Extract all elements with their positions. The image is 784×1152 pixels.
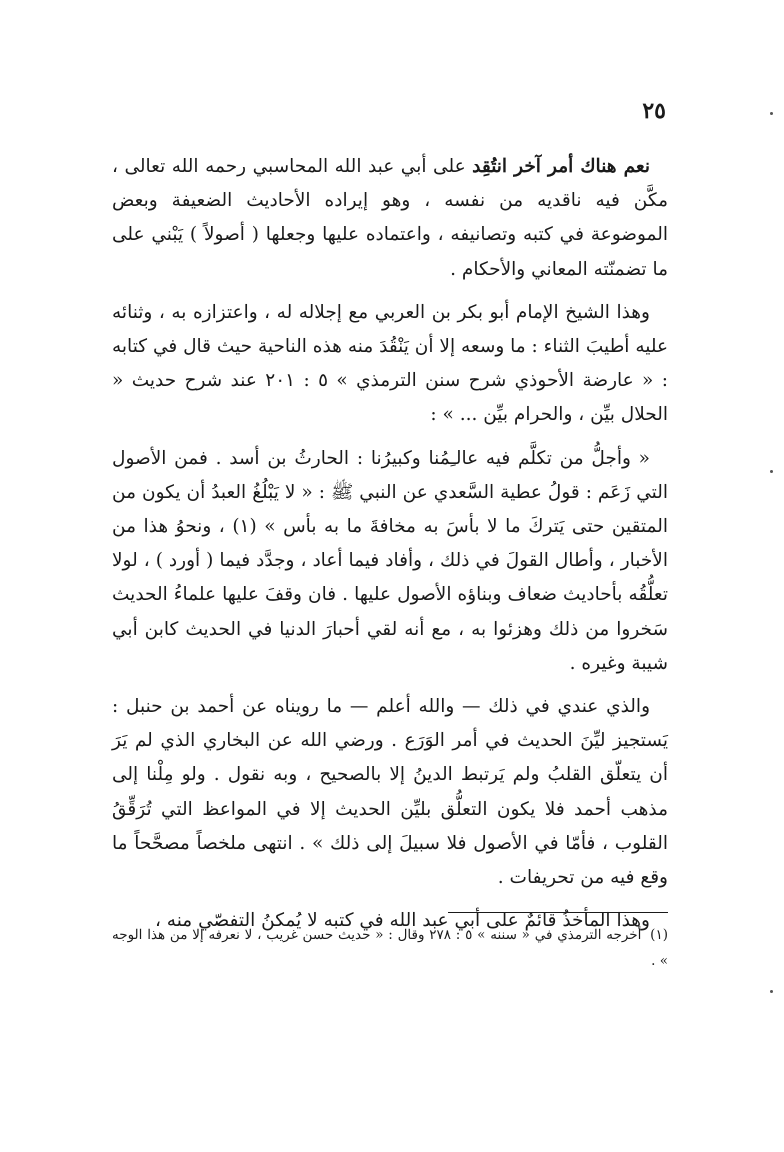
paragraph-text: « وأجلُّ من تكلَّم فيه عالـِمُنا وكبيرُنا : الحارثُ بن أسد . فمن الأصول التي زَعَم : قولُ عطية السَّعدي عن النبي ﷺ : « لا يَبْلُغُ العبدُ أن يكون من المتقين حتى يَتركَ ما لا بأسَ به مخافةَ ما به بأس » (١) ، ونحوُ هذا من الأخبار ، وأطال القولَ في ذلك ، وأفاد فيما أعاد ، وجدَّد فيما ( أورد ) ، لولا تعلُّقُه بأحاديث ضعاف وبناؤه الأصول عليها . فان وقفَ عليها علماءُ الحديث سَخروا من ذلك وهزئوا به ، مع أنه لقي أحبارَ الدنيا في الحديث كابن أبي شيبة وغيره .	[112, 447, 668, 674]
main-text	[112, 150, 668, 947]
paragraph-4	[112, 690, 668, 895]
paragraph-3-quote	[112, 442, 668, 681]
paragraph-text: وهذا المأخذُ قائمٌ على أبي عبد الله في كتبه لا يُمكنُ التفصّي منه ،	[154, 910, 650, 932]
paragraph-lead: نعم هناك أمر آخر انتُقِد	[472, 156, 650, 177]
footnote-marker: (١)	[650, 927, 668, 943]
scan-speck	[770, 470, 773, 473]
paragraph-1	[112, 150, 668, 287]
footnote	[112, 922, 668, 974]
page-number: ٢٥	[642, 98, 666, 124]
footnote-separator	[448, 912, 668, 913]
scan-speck	[770, 990, 773, 993]
scan-speck	[770, 112, 773, 115]
paragraph-2	[112, 296, 668, 433]
paragraph-text: والذي عندي في ذلك — والله أعلم — ما رويناه عن أحمد بن حنبل : يَستجيز ليِّنَ الحديث في أمر الوَرَع . ورضي الله عن البخاري الذي لم يَرَ أن يتعلّق القلبُ ولم يَرتبط الدينُ إلا بالصحيح ، وبه نقول . ولو مِلْنا إلى مذهب أحمد فلا يكون التعلُّق بليِّن الحديث إلا في المواعظ التي تُرَقِّقُ القلوب ، فأمّا في الأصول فلا سبيلَ إلى ذلك » . انتهى ملخصاً مصحَّحاً ما وقع فيه من تحريفات .	[112, 696, 668, 889]
paragraph-text: وهذا الشيخ الإمام أبو بكر بن العربي مع إجلاله له ، واعتزازه به ، وثنائه عليه أطيبَ الثناء : ما وسعه إلا أن يَنْقُدَ منه هذه الناحية حيث قال في كتابه : « عارضة الأحوذي شرح سنن الترمذي » ٥ : ٢٠١ عند شرح حديث « الحلال بيِّن ، والحرام بيِّن ... » :	[111, 301, 668, 426]
footnote-text: أخرجه الترمذي في « سننه » ٥ : ٢٧٨ وقال : « حديث حسن غريب ، لا نعرفه إلا من هذا الوجه » .	[112, 927, 668, 969]
paragraph-text: على أبي عبد الله المحاسبي رحمه الله تعالى ، مكَّن فيه ناقديه من نفسه ، وهو إيراده الأحاديث الضعيفة وبعض الموضوعة في كتبه وتصانيفه ، واعتماده عليها وجعلها ( أصولاً ) يَبْني على ما تضمنّته المعاني والأحكام .	[112, 156, 668, 280]
